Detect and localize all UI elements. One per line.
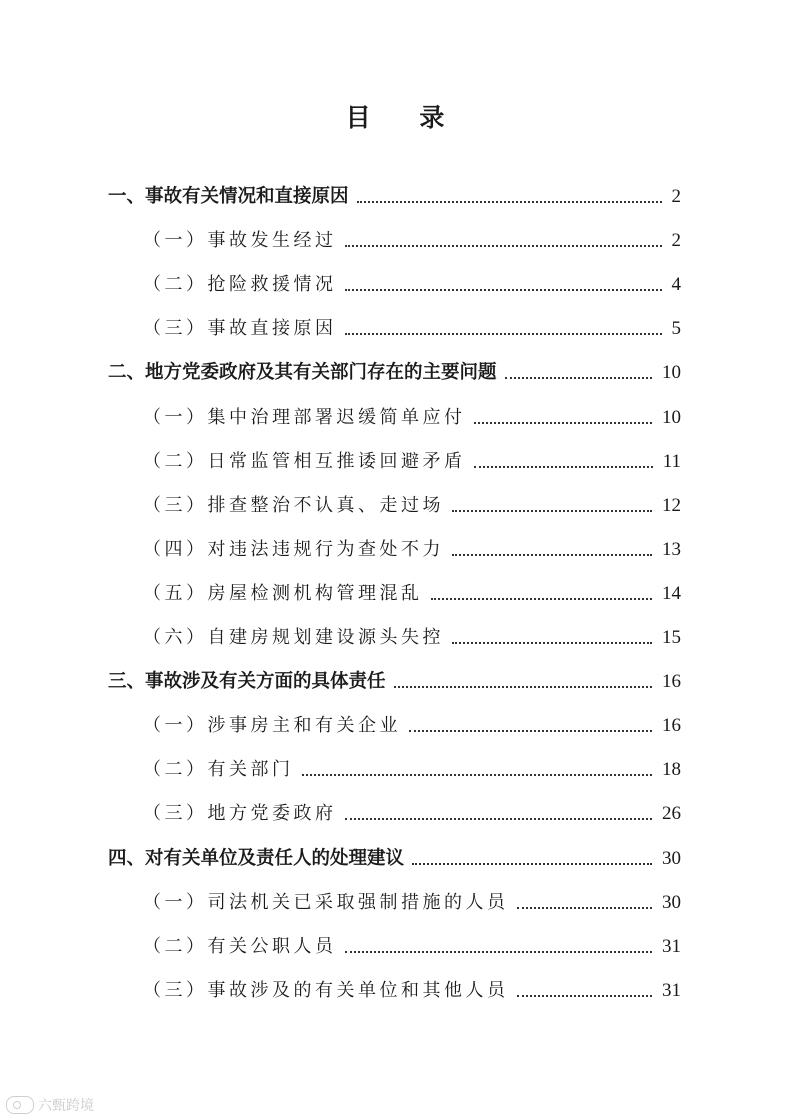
toc-entry-page-number: 31 (662, 979, 681, 1001)
toc-entry-label: （三）地方党委政府 (143, 803, 337, 825)
toc-entry-page-number: 2 (671, 186, 681, 207)
toc-entry-page-number: 16 (662, 715, 681, 737)
dot-leader (412, 863, 652, 865)
toc-entry-label: 四、对有关单位及责任人的处理建议 (108, 847, 405, 869)
toc-section-entry[interactable] (0, 840, 790, 870)
toc-section-entry[interactable] (0, 178, 790, 208)
dot-leader (452, 510, 652, 512)
dot-leader (474, 466, 653, 468)
toc-entry-label: 三、事故涉及有关方面的具体责任 (108, 671, 386, 693)
toc-entry-label: （六）自建房规划建设源头失控 (143, 627, 444, 648)
dot-leader (452, 554, 652, 556)
toc-subsection-entry[interactable] (0, 928, 790, 958)
toc-section-entry[interactable] (0, 663, 790, 693)
dot-leader (345, 818, 653, 820)
toc-entry-page-number: 11 (662, 450, 681, 472)
toc-entry-page-number: 5 (671, 318, 681, 340)
watermark-text: 六甄跨境 (38, 1098, 94, 1114)
toc-entry-page-number: 14 (662, 582, 681, 604)
watermark (6, 1095, 94, 1115)
toc-entry-page-number: 13 (662, 538, 681, 560)
toc-entry-page-number: 31 (662, 935, 681, 957)
toc-entry-label: （一）司法机关已采取强制措施的人员 (143, 891, 509, 913)
dot-leader (345, 245, 662, 247)
dot-leader (357, 201, 662, 203)
toc-entry-page-number: 4 (671, 274, 681, 296)
toc-subsection-entry[interactable] (0, 619, 790, 649)
dot-leader (431, 598, 653, 600)
toc-subsection-entry[interactable] (0, 266, 790, 296)
toc-subsection-entry[interactable] (0, 972, 790, 1002)
toc-subsection-entry[interactable] (0, 531, 790, 561)
dot-leader (345, 951, 653, 953)
dot-leader (409, 730, 652, 732)
toc-section-entry[interactable] (0, 354, 790, 384)
toc-entry-label: （二）有关公职人员 (143, 935, 337, 957)
dot-leader (345, 333, 662, 335)
toc-entry-label: （五）房屋检测机构管理混乱 (143, 582, 423, 604)
toc-entry-page-number: 30 (662, 847, 681, 869)
toc-subsection-entry[interactable] (0, 575, 790, 605)
toc-entry-label: 一、事故有关情况和直接原因 (108, 186, 349, 207)
dot-leader (517, 907, 653, 909)
toc-entry-label: （一）集中治理部署迟缓简单应付 (143, 406, 466, 428)
toc-entry-label: （三）事故涉及的有关单位和其他人员 (143, 979, 509, 1001)
toc-subsection-entry[interactable] (0, 399, 790, 429)
toc-entry-label: （二）抢险救援情况 (143, 274, 337, 296)
toc-entry-label: （一）涉事房主和有关企业 (143, 715, 401, 737)
toc-entry-label: （三）事故直接原因 (143, 318, 337, 340)
dot-leader (452, 642, 652, 644)
toc-entry-label: 二、地方党委政府及其有关部门存在的主要问题 (108, 362, 497, 384)
dot-leader (474, 422, 653, 424)
dot-leader (302, 774, 653, 776)
toc-subsection-entry[interactable] (0, 884, 790, 914)
toc-entry-label: （二）日常监管相互推诿回避矛盾 (143, 450, 466, 472)
toc-entry-label: （三）排查整治不认真、走过场 (143, 494, 444, 516)
toc-subsection-entry[interactable] (0, 443, 790, 473)
toc-entry-page-number: 2 (671, 230, 681, 252)
toc-entry-page-number: 30 (662, 891, 681, 913)
toc-entry-label: （四）对违法违规行为查处不力 (143, 538, 444, 560)
toc-entry-page-number: 10 (662, 406, 681, 428)
toc-subsection-entry[interactable] (0, 707, 790, 737)
dot-leader (394, 686, 652, 688)
toc-subsection-entry[interactable] (0, 751, 790, 781)
dot-leader (505, 377, 652, 379)
toc-entry-label: （一）事故发生经过 (143, 230, 337, 252)
toc-entry-page-number: 16 (662, 671, 681, 693)
dot-leader (345, 289, 662, 291)
toc-entry-page-number: 18 (662, 759, 681, 781)
toc-entry-page-number: 26 (662, 803, 681, 825)
toc-subsection-entry[interactable] (0, 222, 790, 252)
toc-subsection-entry[interactable] (0, 487, 790, 517)
toc-entry-page-number: 15 (662, 627, 681, 648)
toc-entry-label: （二）有关部门 (143, 759, 294, 781)
toc-title: 目 录 (345, 103, 465, 132)
toc-subsection-entry[interactable] (0, 795, 790, 825)
watermark-logo-icon (6, 1096, 34, 1114)
toc-entry-page-number: 12 (662, 494, 681, 516)
dot-leader (517, 995, 653, 997)
toc-entry-page-number: 10 (662, 362, 681, 384)
toc-subsection-entry[interactable] (0, 310, 790, 340)
